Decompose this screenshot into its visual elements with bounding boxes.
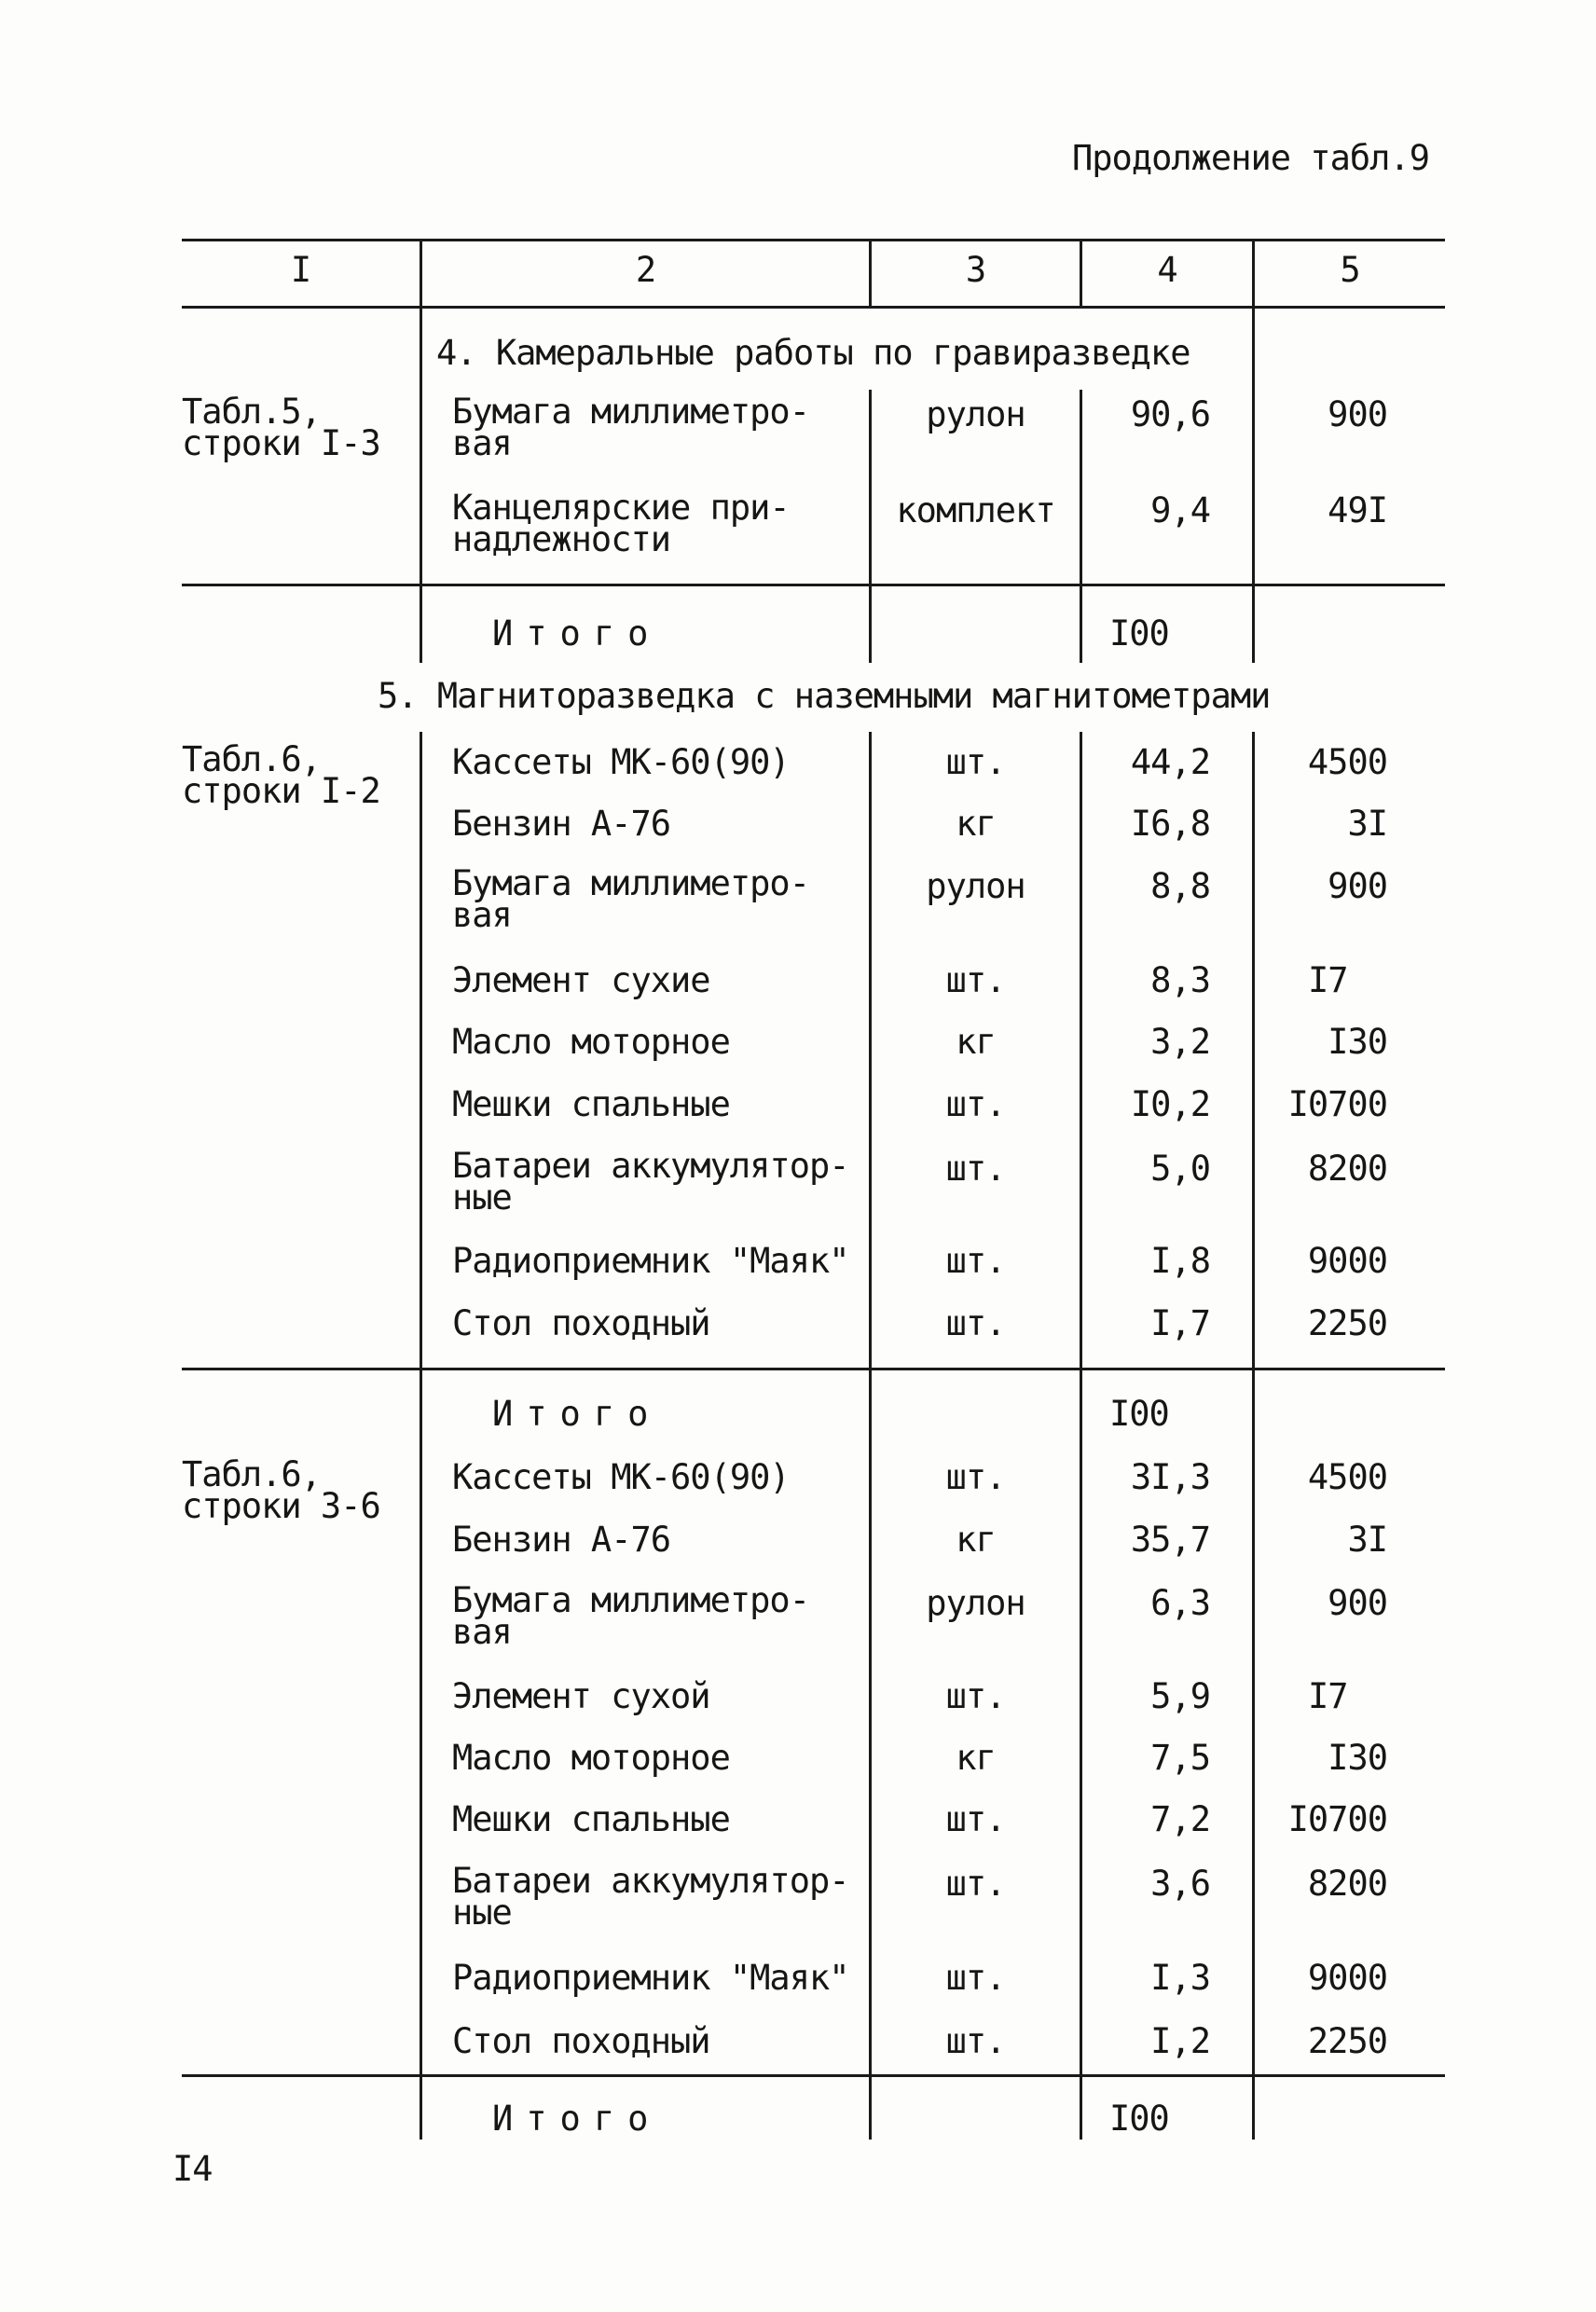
item-price: I30 — [1328, 1022, 1387, 1062]
item-price: 49I — [1328, 490, 1387, 530]
item-name: Мешки спальные — [452, 1084, 730, 1124]
table-top-rule — [182, 239, 1445, 241]
source-reference: Табл.6, строки 3-6 — [182, 1454, 380, 1526]
item-share: I,3 — [1150, 1958, 1210, 1998]
item-share: 44,2 — [1130, 742, 1210, 782]
item-unit: кг — [956, 1022, 996, 1062]
col-header-3: 3 — [965, 250, 986, 290]
item-name: Бумага миллиметро- вая — [452, 1580, 809, 1652]
item-name: Элемент сухие — [452, 960, 710, 1000]
item-unit: шт. — [945, 1303, 1006, 1343]
col-divider-4 — [1252, 239, 1255, 663]
item-share: 90,6 — [1130, 394, 1210, 434]
item-price: 2250 — [1307, 2021, 1387, 2061]
item-unit: кг — [956, 1520, 996, 1560]
total-label: Итого — [492, 2099, 662, 2139]
item-price: I0700 — [1287, 1799, 1387, 1839]
col-header-2: 2 — [635, 250, 656, 290]
total-value: I00 — [1109, 2099, 1169, 2139]
item-name: Батареи аккумулятор- ные — [452, 1146, 849, 1218]
section-title: 5. Магниторазведка с наземными магнитометрами — [378, 676, 1271, 716]
col-divider-1 — [420, 732, 422, 2140]
item-unit: шт. — [945, 1149, 1006, 1189]
item-share: I6,8 — [1130, 804, 1210, 844]
item-name: Радиоприемник "Маяк" — [452, 1241, 849, 1281]
table-caption: Продолжение табл.9 — [1072, 138, 1429, 178]
item-name: Стол походный — [452, 2021, 710, 2061]
item-share: 3,2 — [1150, 1022, 1210, 1062]
item-share: I,8 — [1150, 1241, 1210, 1281]
item-share: I,7 — [1150, 1303, 1210, 1343]
item-name: Масло моторное — [452, 1022, 730, 1062]
item-name: Бензин А-76 — [452, 804, 671, 844]
col-divider-4 — [1252, 732, 1255, 2140]
item-name: Канцелярские при- надлежности — [452, 488, 790, 559]
item-unit: комплект — [896, 490, 1055, 530]
item-price: I7 — [1308, 960, 1348, 1000]
item-unit: шт. — [945, 1084, 1006, 1124]
total-label: Итого — [492, 613, 662, 654]
item-unit: рулон — [926, 394, 1025, 434]
item-share: 7,2 — [1150, 1799, 1210, 1839]
item-name: Мешки спальные — [452, 1799, 730, 1839]
item-name: Элемент сухой — [452, 1676, 710, 1716]
item-share: 8,3 — [1150, 960, 1210, 1000]
item-name: Стол походный — [452, 1303, 710, 1343]
item-unit: кг — [956, 804, 996, 844]
item-price: I0700 — [1287, 1084, 1387, 1124]
item-share: 8,8 — [1150, 866, 1210, 906]
item-price: 2250 — [1307, 1303, 1387, 1343]
item-price: 8200 — [1307, 1149, 1387, 1189]
item-price: 9000 — [1307, 1958, 1387, 1998]
item-price: 4500 — [1307, 1457, 1387, 1497]
item-price: 900 — [1328, 394, 1387, 434]
item-share: 5,9 — [1150, 1676, 1210, 1716]
item-price: 9000 — [1307, 1241, 1387, 1281]
item-share: 6,3 — [1150, 1583, 1210, 1623]
total-value: I00 — [1109, 1394, 1169, 1434]
item-name: Батареи аккумулятор- ные — [452, 1861, 849, 1933]
item-share: 35,7 — [1130, 1520, 1210, 1560]
item-name: Кассеты МК-60(90) — [452, 1457, 790, 1497]
item-unit: шт. — [945, 1864, 1006, 1904]
section-title: 4. Камеральные работы по гравиразведке — [436, 333, 1190, 373]
item-price: 8200 — [1307, 1864, 1387, 1904]
item-name: Кассеты МК-60(90) — [452, 742, 790, 782]
item-unit: рулон — [926, 866, 1025, 906]
header-bottom-rule — [182, 306, 1445, 309]
total-label: Итого — [492, 1394, 662, 1434]
col-header-4: 4 — [1157, 250, 1177, 290]
item-name: Бумага миллиметро- вая — [452, 392, 809, 463]
item-share: I0,2 — [1130, 1084, 1210, 1124]
groupB-bottom-rule — [182, 2074, 1445, 2077]
item-name: Бумага миллиметро- вая — [452, 863, 809, 935]
item-share: 9,4 — [1150, 490, 1210, 530]
groupA-bottom-rule — [182, 1368, 1445, 1370]
item-share: 5,0 — [1150, 1149, 1210, 1189]
item-price: 3I — [1347, 1520, 1387, 1560]
total-value: I00 — [1109, 613, 1169, 654]
item-price: I30 — [1328, 1738, 1387, 1778]
item-unit: шт. — [945, 742, 1006, 782]
col-header-5: 5 — [1340, 250, 1360, 290]
col-divider-1 — [420, 239, 422, 663]
item-unit: рулон — [926, 1583, 1025, 1623]
item-unit: шт. — [945, 1241, 1006, 1281]
item-unit: шт. — [945, 960, 1006, 1000]
item-price: 4500 — [1307, 742, 1387, 782]
item-unit: шт. — [945, 2021, 1006, 2061]
item-unit: шт. — [945, 1457, 1006, 1497]
item-unit: шт. — [945, 1676, 1006, 1716]
item-unit: кг — [956, 1738, 996, 1778]
item-share: 3I,3 — [1130, 1457, 1210, 1497]
item-price: 3I — [1347, 804, 1387, 844]
item-share: 7,5 — [1150, 1738, 1210, 1778]
item-price: 900 — [1328, 1583, 1387, 1623]
item-unit: шт. — [945, 1958, 1006, 1998]
source-reference: Табл.6, строки I-2 — [182, 739, 380, 811]
item-name: Масло моторное — [452, 1738, 730, 1778]
item-unit: шт. — [945, 1799, 1006, 1839]
section4-bottom-rule — [182, 584, 1445, 586]
item-share: I,2 — [1150, 2021, 1210, 2061]
col-header-1: I — [290, 250, 311, 290]
item-price: I7 — [1308, 1676, 1348, 1716]
col-divider-2 — [869, 732, 872, 2140]
item-price: 900 — [1328, 866, 1387, 906]
page-number: I4 — [172, 2149, 213, 2189]
item-name: Радиоприемник "Маяк" — [452, 1958, 849, 1998]
source-reference: Табл.5, строки I-3 — [182, 392, 380, 463]
item-name: Бензин А-76 — [452, 1520, 671, 1560]
item-share: 3,6 — [1150, 1864, 1210, 1904]
col-divider-3 — [1080, 732, 1082, 2140]
